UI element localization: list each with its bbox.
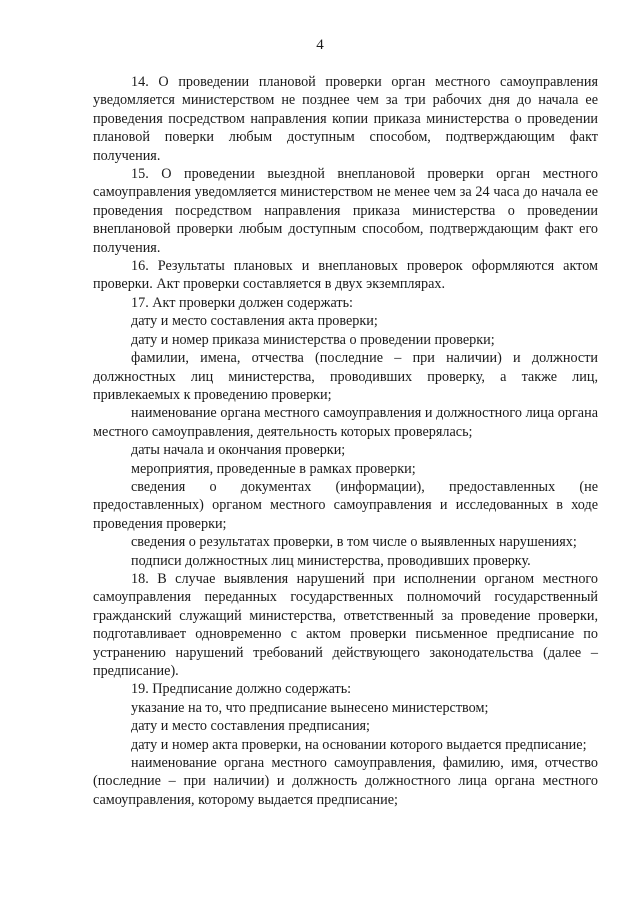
- prescription-item-date-place: дату и место составления предписания;: [131, 718, 370, 735]
- act-item-signatures: подписи должностных лиц министерства, проводивших проверку.: [131, 552, 531, 569]
- prescription-item-addressee: наименование органа местного самоуправления, фамилию, имя, отчество (последние – при наличии) и должность должностного лица органа местного самоуправления, которому выдается предписание;: [93, 755, 598, 808]
- act-item-authority: наименование органа местного самоуправления и должностного лица органа местного самоуправления, деятельность которых проверялась;: [93, 405, 598, 440]
- act-item-inspectors: фамилии, имена, отчества (последние – при наличии) и должности должностных лиц министерства, проводивших проверку, а также лиц, привлекаемых к проведению проверки;: [93, 350, 598, 403]
- paragraph-15: 15. О проведении выездной внеплановой проверки орган местного самоуправления уведомляется министерством не менее чем за 24 часа до начала ее проведения посредством направления приказа министерства о проведении внеплановой проверки любым доступным способом, подтверждающим факт его получения.: [93, 166, 598, 256]
- act-item-results: сведения о результатах проверки, в том числе о выявленных нарушениях;: [131, 534, 577, 551]
- prescription-item-issuer: указание на то, что предписание вынесено министерством;: [131, 699, 489, 716]
- act-item-dates: даты начала и окончания проверки;: [131, 442, 346, 459]
- act-item-activities: мероприятия, проведенные в рамках проверки;: [131, 460, 416, 477]
- paragraph-18: 18. В случае выявления нарушений при исполнении органом местного самоуправления переданных государственных полномочий государственный гражданский служащий министерства, ответственный за проведение проверки, подготавливает одновременно с актом проверки письменное предписание по устранению нарушений требований действующего законодательства (далее – предписание).: [93, 570, 598, 679]
- page-number: 4: [316, 37, 324, 53]
- act-item-order: дату и номер приказа министерства о проведении проверки;: [131, 331, 495, 348]
- paragraph-16: 16. Результаты плановых и внеплановых проверок оформляются актом проверки. Акт проверки составляется в двух экземплярах.: [93, 258, 598, 293]
- document-body: [93, 73, 598, 809]
- act-item-documents: сведения о документах (информации), предоставленных (не предоставленных) органом местного самоуправления и исследованных в ходе проведения проверки;: [93, 478, 598, 532]
- paragraph-14: 14. О проведении плановой проверки орган местного самоуправления уведомляется министерством не позднее чем за три рабочих дня до начала ее проведения посредством направления копии приказа министерства о проведении плановой поверки любым доступным способом, подтверждающим факт получения.: [93, 74, 598, 164]
- act-item-date-place: дату и место составления акта проверки;: [131, 313, 378, 330]
- paragraph-19: 19. Предписание должно содержать:: [131, 681, 352, 698]
- paragraph-17: 17. Акт проверки должен содержать:: [131, 294, 353, 311]
- prescription-item-act: дату и номер акта проверки, на основании которого выдается предписание;: [131, 736, 587, 753]
